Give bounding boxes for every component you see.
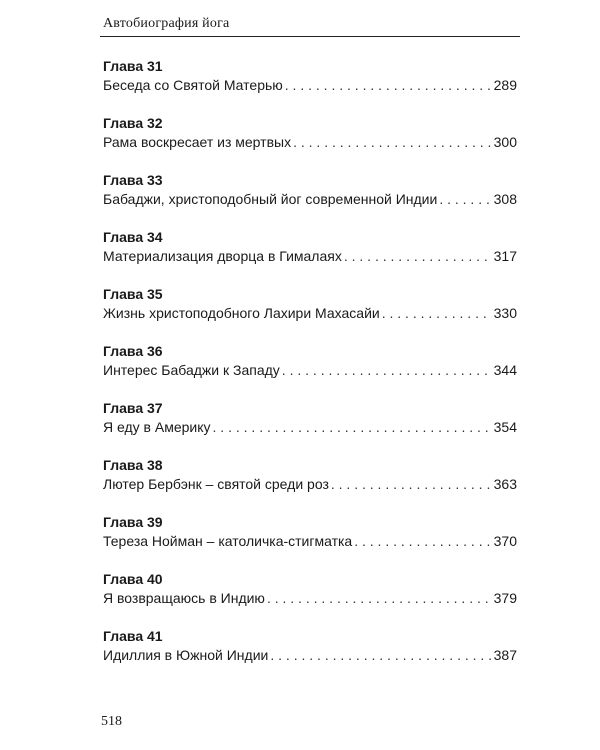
toc-line bbox=[103, 76, 517, 94]
toc-entry-35 bbox=[103, 285, 517, 342]
chapter-label: Глава 40 bbox=[103, 571, 163, 587]
page-number: 317 bbox=[493, 248, 517, 264]
dot-leader bbox=[282, 361, 492, 379]
chapter-title: Бабаджи, христоподобный йог современной Индии bbox=[103, 191, 438, 207]
chapter-title: Материализация дворца в Гималаях bbox=[103, 248, 342, 264]
toc-entry-37 bbox=[103, 399, 517, 456]
page-number: 370 bbox=[493, 533, 517, 549]
dot-leader bbox=[354, 532, 491, 550]
toc-line bbox=[103, 589, 517, 607]
toc-line bbox=[103, 532, 517, 550]
page-number: 330 bbox=[493, 305, 517, 321]
toc-entry-39 bbox=[103, 513, 517, 570]
chapter-label: Глава 32 bbox=[103, 115, 163, 131]
page-folio: 518 bbox=[101, 714, 122, 729]
toc-entry-38 bbox=[103, 456, 517, 513]
chapter-label: Глава 36 bbox=[103, 343, 163, 359]
chapter-label: Глава 34 bbox=[103, 229, 163, 245]
chapter-title: Лютер Бербэнк – святой среди роз bbox=[103, 476, 329, 492]
chapter-label: Глава 33 bbox=[103, 172, 163, 188]
chapter-title: Интерес Бабаджи к Западу bbox=[103, 362, 280, 378]
page-number: 354 bbox=[493, 419, 517, 435]
page-number: 308 bbox=[493, 191, 517, 207]
chapter-label: Глава 31 bbox=[103, 58, 163, 74]
toc-entry-41 bbox=[103, 627, 517, 684]
table-of-contents bbox=[103, 57, 517, 684]
toc-line bbox=[103, 133, 517, 151]
page-number: 379 bbox=[493, 590, 517, 606]
chapter-title: Идиллия в Южной Индии bbox=[103, 647, 269, 663]
chapter-label: Глава 41 bbox=[103, 628, 163, 644]
toc-line bbox=[103, 190, 517, 208]
header-rule bbox=[100, 36, 520, 37]
page-number: 300 bbox=[493, 134, 517, 150]
dot-leader bbox=[213, 418, 492, 436]
page-number: 289 bbox=[493, 77, 517, 93]
toc-line bbox=[103, 247, 517, 265]
chapter-title: Тереза Нойман – католичка-стигматка bbox=[103, 533, 353, 549]
toc-entry-33 bbox=[103, 171, 517, 228]
toc-line bbox=[103, 418, 517, 436]
chapter-label: Глава 39 bbox=[103, 514, 163, 530]
page-number: 387 bbox=[493, 647, 517, 663]
chapter-label: Глава 38 bbox=[103, 457, 163, 473]
toc-line bbox=[103, 646, 517, 664]
toc-entry-40 bbox=[103, 570, 517, 627]
toc-entry-32 bbox=[103, 114, 517, 171]
dot-leader bbox=[267, 589, 492, 607]
toc-line bbox=[103, 361, 517, 379]
dot-leader bbox=[344, 247, 492, 265]
page-number: 344 bbox=[493, 362, 517, 378]
toc-line bbox=[103, 304, 517, 322]
page-number: 363 bbox=[493, 476, 517, 492]
chapter-title: Жизнь христоподобного Лахири Махасайи bbox=[103, 305, 380, 321]
toc-entry-34 bbox=[103, 228, 517, 285]
chapter-title: Я возвращаюсь в Индию bbox=[103, 590, 265, 606]
toc-line bbox=[103, 475, 517, 493]
dot-leader bbox=[270, 646, 491, 664]
running-head-title: Автобиография йога bbox=[103, 16, 230, 31]
chapter-title: Беседа со Святой Матерью bbox=[103, 77, 283, 93]
chapter-label: Глава 37 bbox=[103, 400, 163, 416]
dot-leader bbox=[439, 190, 491, 208]
chapter-title: Рама воскресает из мертвых bbox=[103, 134, 292, 150]
dot-leader bbox=[331, 475, 492, 493]
dot-leader bbox=[285, 76, 492, 94]
toc-entry-36 bbox=[103, 342, 517, 399]
dot-leader bbox=[293, 133, 492, 151]
dot-leader bbox=[382, 304, 492, 322]
chapter-label: Глава 35 bbox=[103, 286, 163, 302]
chapter-title: Я еду в Америку bbox=[103, 419, 211, 435]
toc-entry-31 bbox=[103, 57, 517, 114]
